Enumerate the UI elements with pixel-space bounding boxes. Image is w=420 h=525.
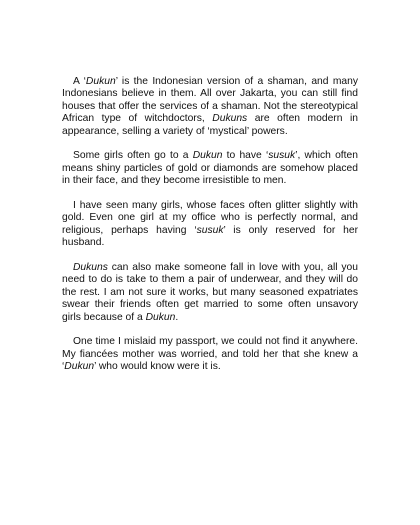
- text-run: ’, which often means shiny particles of gold or diamonds are somehow placed in their face, and they become irresistible to men.: [62, 150, 358, 187]
- paragraph-susuk: [62, 150, 358, 187]
- text-run: A ‘: [73, 76, 86, 87]
- italic-term: susuk: [196, 224, 224, 236]
- paragraph-glitter: [62, 200, 358, 250]
- italic-term: Dukun: [85, 76, 116, 87]
- italic-term: Dukun: [64, 361, 95, 373]
- paragraph-dukun-intro: [62, 76, 358, 138]
- italic-term: Dukuns: [73, 262, 108, 274]
- paragraph-love: [62, 262, 358, 324]
- italic-term: Dukuns: [212, 113, 248, 125]
- text-run: I have seen many girls, whose faces often glitter slightly with gold. Even one girl at my office who is perfectly normal, and religious, perhaps having ‘: [62, 200, 358, 236]
- text-run: One time I mislaid my passport, we could not find it anywhere. My fiancées mother was worried, and told her that she knew a ‘: [62, 336, 358, 373]
- italic-term: susuk: [268, 150, 296, 162]
- text-run: .: [175, 311, 179, 323]
- text-run: ’ who would know were it is.: [94, 361, 221, 373]
- document-page: [62, 76, 358, 374]
- text-run: can also make someone fall in love with you, all you need to do is take to them a pair of underwear, and they will do the rest. I am not sure it works, but many seasoned expatriates swear their friends often get married to some often unsavory girls because of a: [62, 262, 358, 323]
- text-run: Some girls often go to a: [73, 150, 193, 162]
- text-run: to have ‘: [222, 150, 269, 162]
- text-run: ’ is only reserved for her husband.: [62, 224, 358, 249]
- italic-term: Dukun: [145, 311, 176, 323]
- paragraph-passport: [62, 336, 358, 373]
- italic-term: Dukun: [192, 150, 223, 162]
- text-run: ’ is the Indonesian version of a shaman, and many Indonesians believe in them. All over Jakarta, you can still find houses that offer the services of a shaman. Not the stereotypical African type of witchdoctors,: [62, 76, 358, 125]
- text-run: are often modern in appearance, selling a variety of ‘mystical’ powers.: [62, 113, 358, 137]
